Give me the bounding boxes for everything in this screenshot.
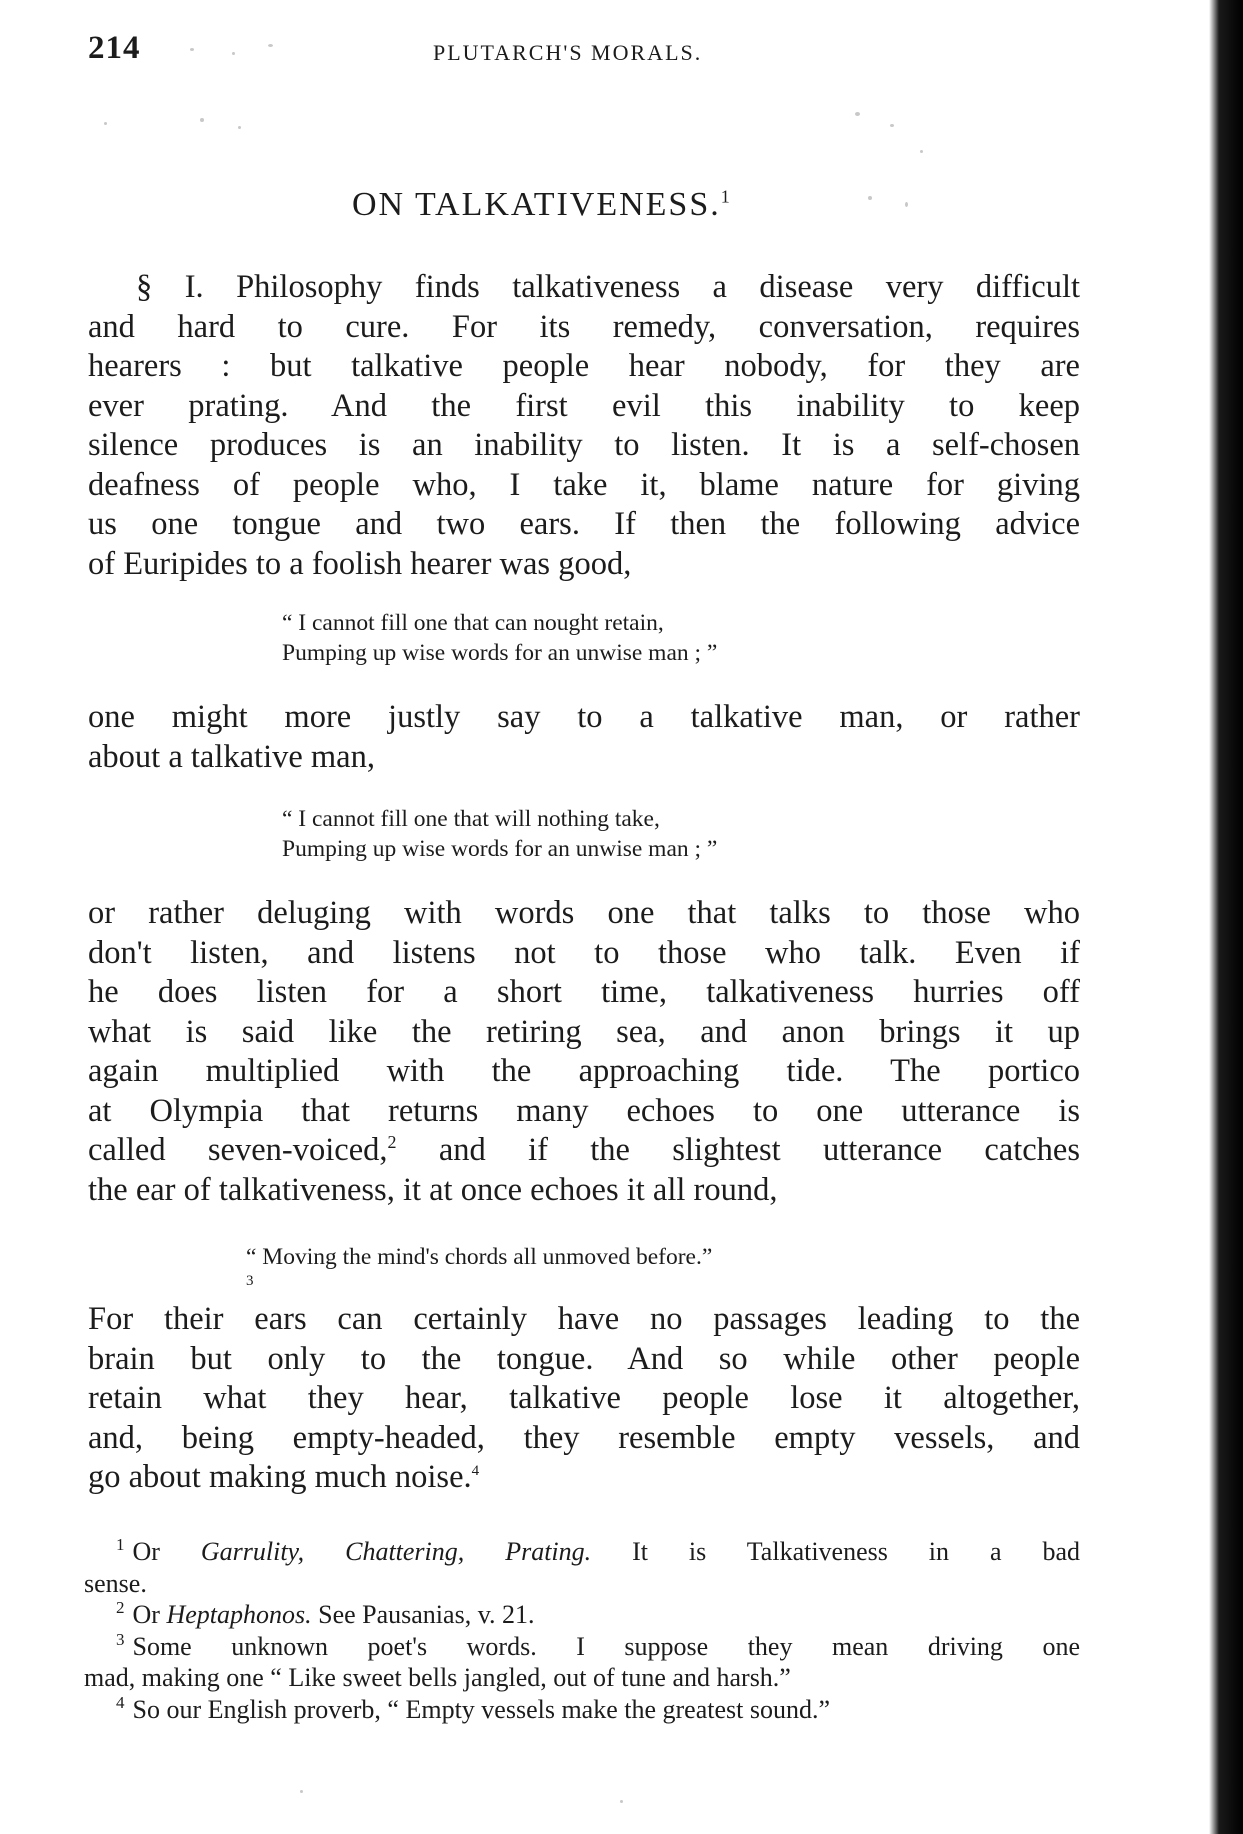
footnote-text: Or bbox=[132, 1600, 167, 1629]
text-line: and, being empty-headed, they resemble empty vessels, and bbox=[88, 1419, 1080, 1456]
scan-speck bbox=[620, 1800, 623, 1803]
text-fragment: go about making much noise. bbox=[88, 1459, 472, 1495]
verse-text: “ Moving the mind's chords all unmoved before.” bbox=[246, 1244, 713, 1270]
text-line: § I. Philosophy finds talkativeness a disease very difficult bbox=[136, 269, 1080, 305]
footnote-marker: 2 bbox=[116, 1598, 125, 1618]
footnote-text: So our English proverb, “ Empty vessels make the greatest sound.” bbox=[132, 1694, 831, 1724]
verse-line bbox=[246, 1242, 712, 1302]
footnote-marker: 1 bbox=[116, 1535, 125, 1555]
page-binding-shadow bbox=[1209, 0, 1243, 1834]
chapter-title-text: ON TALKATIVENESS. bbox=[352, 186, 721, 223]
text-line: ever prating. And the first evil this inability to keep bbox=[88, 387, 1080, 424]
footnote-ref-2: 2 bbox=[387, 1132, 397, 1153]
verse-quote-2 bbox=[282, 804, 717, 864]
footnote-1-continuation: sense. bbox=[84, 1568, 147, 1598]
footnote-4 bbox=[84, 1694, 1080, 1726]
footnote-3 bbox=[84, 1631, 1080, 1663]
verse-line: Pumping up wise words for an unwise man ; ” bbox=[282, 640, 718, 666]
verse-line: “ I cannot fill one that can nought retain, bbox=[282, 610, 664, 636]
verse-line: “ I cannot fill one that will nothing take, bbox=[282, 806, 660, 832]
footnote-text: See Pausanias, v. 21. bbox=[311, 1600, 535, 1629]
text-line bbox=[88, 1131, 1080, 1171]
footnote-italic: Heptaphonos. bbox=[166, 1600, 312, 1629]
scan-speck bbox=[238, 126, 241, 129]
paragraph-2 bbox=[88, 698, 1080, 777]
text-line: he does listen for a short time, talkativeness hurries off bbox=[88, 974, 1080, 1010]
text-line: deafness of people who, I take it, blame nature for giving bbox=[88, 466, 1080, 503]
text-line: what is said like the retiring sea, and anon brings it up bbox=[88, 1013, 1080, 1050]
text-line bbox=[88, 1458, 1080, 1498]
running-head: PLUTARCH'S MORALS. bbox=[433, 40, 703, 65]
text-line: brain but only to the tongue. And so while other people bbox=[88, 1340, 1080, 1377]
text-line: hearers : but talkative people hear nobody, for they are bbox=[88, 348, 1080, 384]
scan-speck bbox=[200, 118, 204, 122]
text-line: For their ears can certainly have no passages leading to the bbox=[88, 1301, 1080, 1337]
page-header bbox=[88, 30, 1078, 70]
chapter-title bbox=[352, 186, 732, 224]
scan-speck bbox=[104, 122, 107, 125]
scan-speck bbox=[300, 1790, 303, 1793]
scan-speck bbox=[920, 150, 923, 153]
text-line: again multiplied with the approaching tide. The portico bbox=[88, 1053, 1080, 1089]
scan-speck bbox=[868, 196, 872, 200]
text-line: us one tongue and two ears. If then the following advice bbox=[88, 506, 1080, 542]
footnote-ref-1: 1 bbox=[720, 186, 732, 207]
paragraph-1 bbox=[88, 268, 1080, 584]
text-fragment: called seven-voiced, bbox=[88, 1132, 388, 1168]
footnote-ref-3: 3 bbox=[246, 1273, 254, 1290]
footnotes bbox=[84, 1536, 1080, 1725]
footnote-2 bbox=[84, 1599, 1080, 1631]
text-line: the ear of talkativeness, it at once echoes it all round, bbox=[88, 1171, 778, 1208]
text-line: about a talkative man, bbox=[88, 738, 375, 775]
verse-quote-1 bbox=[282, 608, 717, 668]
footnote-3-continuation: mad, making one “ Like sweet bells jangled, out of tune and harsh.” bbox=[84, 1663, 791, 1692]
footnote-marker: 3 bbox=[116, 1629, 125, 1649]
scan-speck bbox=[905, 202, 908, 207]
text-line: silence produces is an inability to listen. It is a self-chosen bbox=[88, 427, 1080, 463]
scan-speck bbox=[855, 112, 860, 116]
paragraph-3 bbox=[88, 894, 1080, 1210]
footnote-ref-4: 4 bbox=[471, 1463, 480, 1480]
text-line: or rather deluging with words one that talks to those who bbox=[88, 895, 1080, 931]
text-line: and hard to cure. For its remedy, conversation, requires bbox=[88, 308, 1080, 345]
footnote-marker: 4 bbox=[116, 1692, 125, 1712]
scan-speck bbox=[890, 124, 894, 127]
text-line: one might more justly say to a talkative man, or rather bbox=[88, 699, 1080, 735]
text-fragment: and if the slightest utterance catches bbox=[396, 1132, 1080, 1168]
paragraph-4 bbox=[88, 1300, 1080, 1498]
footnote-text: Some unknown poet's words. I suppose they mean driving one bbox=[132, 1631, 1080, 1661]
verse-quote-3 bbox=[246, 1242, 712, 1302]
footnote-text: Or bbox=[132, 1537, 201, 1566]
page-number: 214 bbox=[88, 30, 141, 66]
text-line: at Olympia that returns many echoes to one utterance is bbox=[88, 1092, 1080, 1129]
text-line: of Euripides to a foolish hearer was good, bbox=[88, 545, 632, 582]
footnote-1 bbox=[84, 1536, 1080, 1568]
footnote-italic: Garrulity, Chattering, Prating. bbox=[200, 1537, 592, 1566]
verse-line: Pumping up wise words for an unwise man ; ” bbox=[282, 836, 718, 862]
text-line: retain what they hear, talkative people lose it altogether, bbox=[88, 1380, 1080, 1416]
text-line: don't listen, and listens not to those who talk. Even if bbox=[88, 934, 1080, 971]
footnote-text: It is Talkativeness in a bad bbox=[591, 1537, 1080, 1566]
